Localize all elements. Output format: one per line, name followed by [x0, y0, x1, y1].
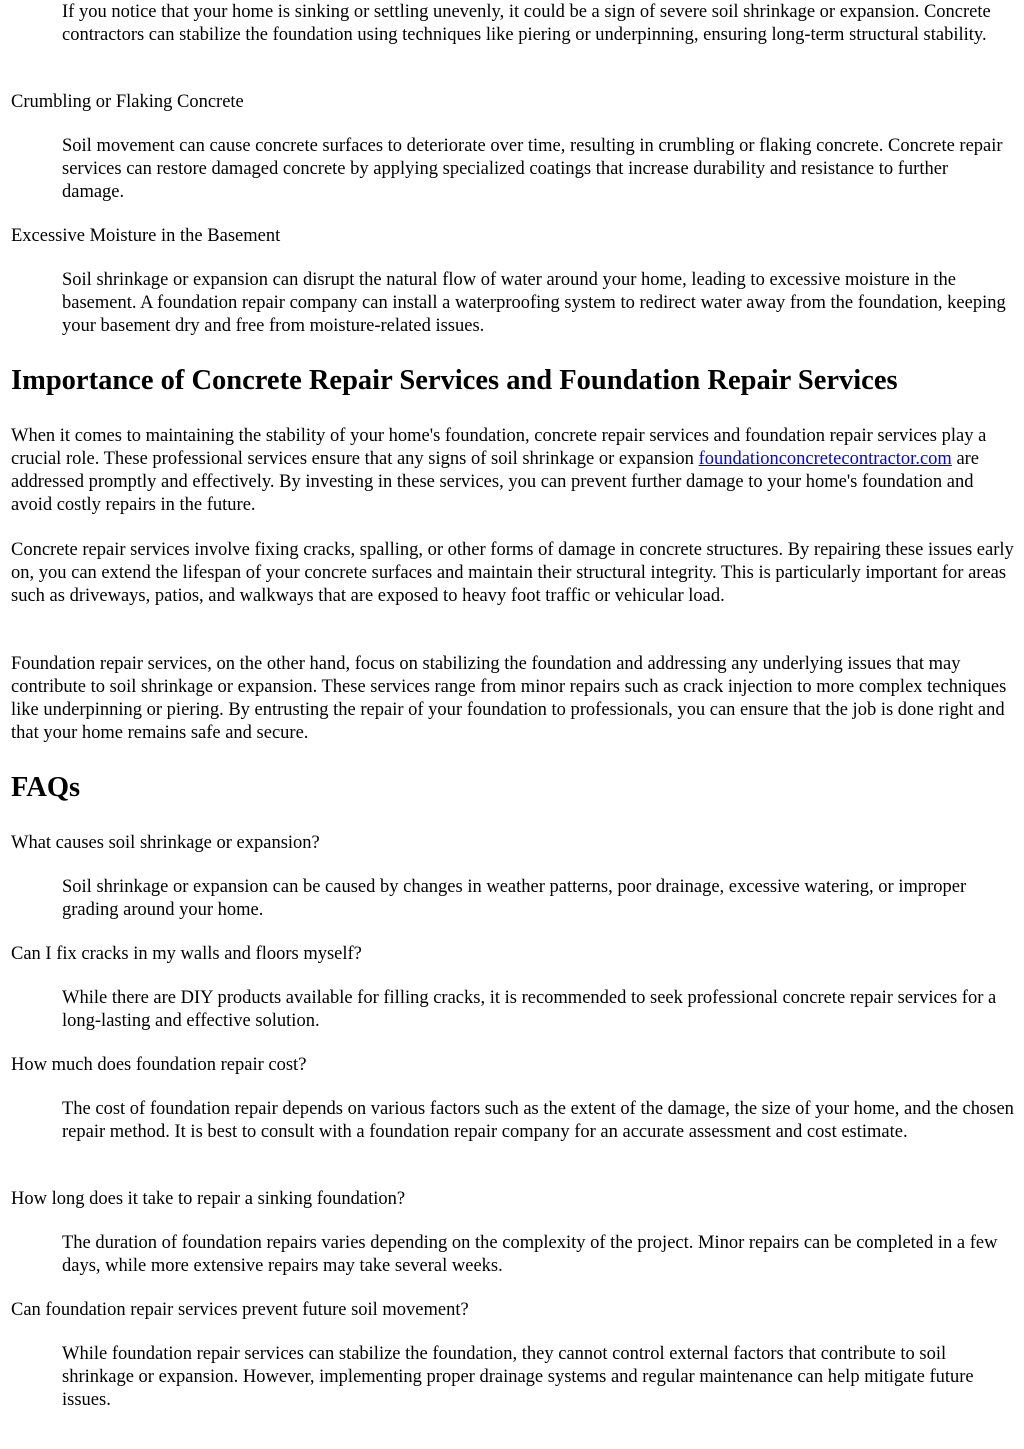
importance-paragraph-3: Foundation repair services, on the other hand, focus on stabilizing the foundation and addressing any underlying issues that may contribute to soil shrinkage or expansion. These services range from minor repairs such as crack injection to more complex techniques like underpinning or piering. By entrusting the repair of your foundation to professionals, you can ensure that the job is done right and that your home remains safe and secure.	[11, 654, 1007, 743]
faq-question: Can foundation repair services prevent future soil movement?	[11, 1300, 469, 1320]
sign-term-crumbling: Crumbling or Flaking Concrete	[11, 92, 244, 112]
sinking-foundation-description: If you notice that your home is sinking or settling unevenly, it could be a sign of severe soil shrinkage or expansion. Concrete contractors can stabilize the foundation using techniques like piering or underpinning, ensuring long-term structural stability.	[62, 2, 991, 45]
faq-question: How long does it take to repair a sinking foundation?	[11, 1189, 406, 1209]
faq-answer: The cost of foundation repair depends on various factors such as the extent of the damage, the size of your home, and the chosen repair method. It is best to consult with a foundation repair company for an accurate assessment and cost estimate.	[62, 1099, 1014, 1142]
faq-question: Can I fix cracks in my walls and floors myself?	[11, 944, 362, 964]
importance-paragraph-2: Concrete repair services involve fixing cracks, spalling, or other forms of damage in concrete structures. By repairing these issues early on, you can extend the lifespan of your concrete surfaces and maintain their structural integrity. This is particularly important for areas such as driveways, patios, and walkways that are exposed to heavy foot traffic or vehicular load.	[11, 540, 1014, 606]
faq-answer: Soil shrinkage or expansion can be caused by changes in weather patterns, poor drainage, excessive watering, or improper grading around your home.	[62, 877, 967, 920]
section-heading-importance: Importance of Concrete Repair Services and Foundation Repair Services	[11, 365, 898, 396]
section-heading-faqs: FAQs	[11, 772, 81, 803]
importance-p1-text-before: When it comes to maintaining the stability of your home's foundation, concrete repair services and foundation repair services play a crucial role. These professional services ensure that any signs of soil shrinkage or expansion	[11, 426, 987, 469]
foundation-contractor-link[interactable]: foundationconcretecontractor.com	[698, 449, 952, 469]
faq-question: How much does foundation repair cost?	[11, 1055, 307, 1075]
sign-desc-moisture: Soil shrinkage or expansion can disrupt the natural flow of water around your home, leading to excessive moisture in the basement. A foundation repair company can install a waterproofing system to redirect water away from the foundation, keeping your basement dry and free from moisture-related issues.	[62, 270, 1006, 336]
importance-paragraph-1	[11, 425, 1014, 517]
faq-answer: The duration of foundation repairs varies depending on the complexity of the project. Minor repairs can be completed in a few days, while more extensive repairs may take several weeks.	[62, 1233, 998, 1276]
faq-answer: While foundation repair services can stabilize the foundation, they cannot control external factors that contribute to soil shrinkage or expansion. However, implementing proper drainage systems and regular maintenance can help mitigate future issues.	[62, 1344, 974, 1410]
faq-question: What causes soil shrinkage or expansion?	[11, 833, 320, 853]
sign-term-moisture: Excessive Moisture in the Basement	[11, 226, 281, 246]
sign-desc-crumbling: Soil movement can cause concrete surfaces to deteriorate over time, resulting in crumbling or flaking concrete. Concrete repair services can restore damaged concrete by applying specialized coatings that increase durability and resistance to further damage.	[62, 136, 1003, 202]
faq-answer: While there are DIY products available for filling cracks, it is recommended to seek professional concrete repair services for a long-lasting and effective solution.	[62, 988, 997, 1031]
importance-p1-text-after: are addressed promptly and effectively. By investing in these services, you can prevent further damage to your home's foundation and avoid costly repairs in the future.	[11, 449, 980, 515]
